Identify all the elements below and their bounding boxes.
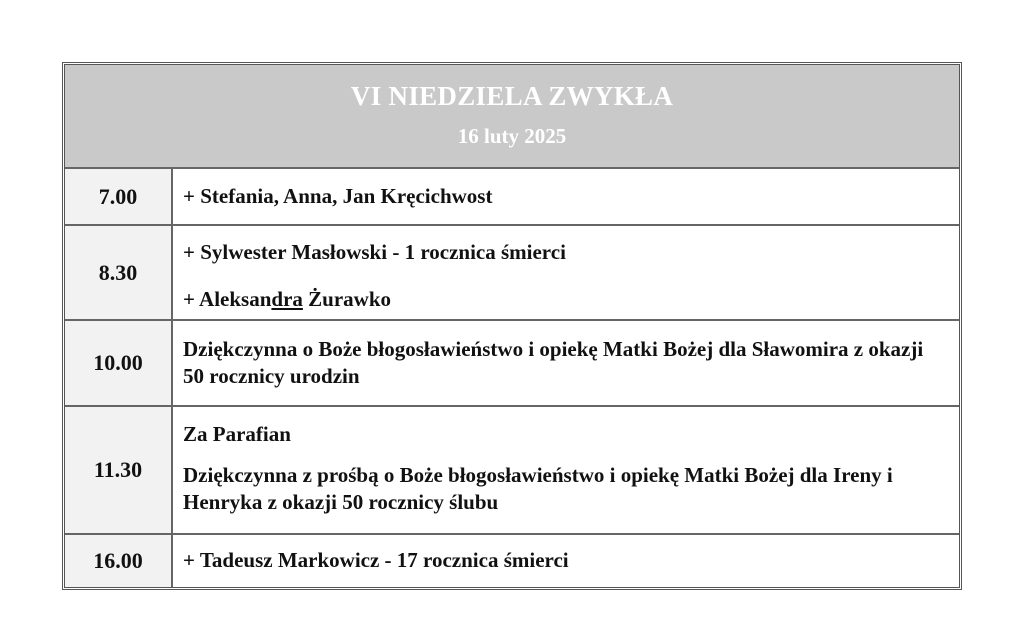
mass-row-1600 [65,535,959,587]
mass-schedule-table [62,62,962,590]
mass-row-0830 [65,226,959,321]
intention-text: + Stefania, Anna, Jan Kręcichwost [183,184,493,208]
mass-intentions [173,321,959,405]
intention-text: + Sylwester Masłowski - 1 rocznica śmierci [183,240,566,264]
mass-time: 7.00 [65,169,173,224]
sunday-date: 16 luty 2025 [457,124,567,148]
mass-row-0700 [65,169,959,226]
name-prefix: + Aleksan [183,287,272,311]
intention-text: + Tadeusz Markowicz - 17 rocznica śmierci [183,548,569,572]
mass-time: 11.30 [65,407,173,533]
name-suffix: Żurawko [302,287,392,311]
mass-intentions [173,535,959,587]
intention-text: Dziękczynna z prośbą o Boże błogosławieństwo i opiekę Matki Bożej dla Ireny i Henryka z okazji 50 rocznicy ślubu [183,463,893,514]
table-header [65,65,959,169]
intention-text-aleksandra [183,286,947,313]
mass-row-1130 [65,407,959,535]
intention-text: Za Parafian [183,422,291,446]
mass-intentions [173,407,959,533]
sunday-title: VI NIEDZIELA ZWYKŁA [350,81,674,111]
mass-time: 8.30 [65,226,173,319]
underlined-name-part: dra [271,287,303,311]
mass-time: 16.00 [65,535,173,587]
mass-row-1000 [65,321,959,407]
mass-intentions [173,169,959,224]
intention-text: Dziękczynna o Boże błogosławieństwo i opiekę Matki Bożej dla Sławomira z okazji 50 rocznicy urodzin [183,337,924,388]
mass-intentions [173,226,959,319]
mass-time: 10.00 [65,321,173,405]
